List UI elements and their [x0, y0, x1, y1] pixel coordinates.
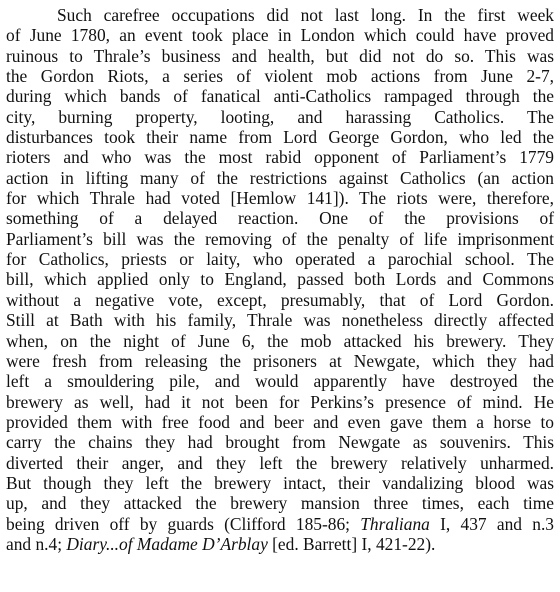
text-segment: without a negative vote, except, presumably, that of Lord Gordon. [6, 289, 554, 310]
text-line [6, 46, 554, 66]
text-line [6, 534, 554, 554]
text-line [6, 290, 554, 310]
text-segment: action in lifting many of the restrictions against Catholics (an action [6, 167, 554, 188]
text-segment: [ed. Barrett] I, 421-22). [267, 533, 436, 554]
text-line [6, 351, 554, 371]
text-line [6, 229, 554, 249]
text-segment: bill, which applied only to England, passed both Lords and Commons [6, 269, 554, 290]
body-paragraph [6, 5, 554, 554]
italic-title: Thraliana [360, 513, 430, 534]
text-segment: disturbances took their name from Lord George Gordon, who led the [6, 127, 554, 148]
text-segment: left a smouldering pile, and would apparently have destroyed the [6, 371, 554, 392]
text-segment: of June 1780, an event took place in London which could have proved [6, 25, 554, 46]
text-line [6, 453, 554, 473]
text-segment: brewery as well, had it not been for Perkins’s presence of mind. He [6, 391, 554, 412]
text-line [6, 392, 554, 412]
text-line [6, 86, 554, 106]
text-line [6, 127, 554, 147]
text-line [6, 412, 554, 432]
text-segment: for Catholics, priests or laity, who operated a parochial school. The [6, 249, 554, 270]
text-segment: up, and they attacked the brewery mansion three times, each time [6, 493, 554, 514]
text-line [6, 5, 554, 25]
text-line [6, 371, 554, 391]
text-line [6, 249, 554, 269]
text-segment: and n.4; [6, 533, 67, 554]
text-segment: being driven off by guards (Clifford 185-86; [6, 513, 361, 534]
text-segment: when, on the night of June 6, the mob attacked his brewery. They [6, 330, 554, 351]
text-segment: something of a delayed reaction. One of the provisions of [6, 208, 554, 229]
text-segment: ruinous to Thrale’s business and health, but did not do so. This was [6, 45, 554, 66]
text-segment: Still at Bath with his family, Thrale was nonetheless directly affected [6, 310, 554, 331]
text-segment: for which Thrale had voted [Hemlow 141]). The riots were, therefore, [6, 188, 554, 209]
text-segment: But though they left the brewery intact, their vandalizing blood was [6, 472, 554, 493]
text-line [6, 331, 554, 351]
text-segment: were fresh from releasing the prisoners at Newgate, which they had [6, 350, 554, 371]
text-line [6, 493, 554, 513]
italic-title: Diary...of Madame D’Arblay [66, 533, 268, 554]
text-segment: carry the chains they had brought from Newgate as souvenirs. This [6, 432, 554, 453]
text-line [6, 188, 554, 208]
text-line [6, 269, 554, 289]
text-segment: provided them with free food and beer and even gave them a horse to [6, 411, 554, 432]
text-segment: city, burning property, looting, and harassing Catholics. The [6, 106, 554, 127]
text-segment: during which bands of fanatical anti-Catholics rampaged through the [6, 86, 554, 107]
text-segment: Such carefree occupations did not last long. In the first week [57, 5, 554, 25]
text-line [6, 107, 554, 127]
text-line [6, 147, 554, 167]
text-line [6, 208, 554, 228]
text-line [6, 66, 554, 86]
text-segment: the Gordon Riots, a series of violent mob actions from June 2-7, [6, 66, 554, 87]
text-segment: I, 437 and n.3 [429, 513, 554, 534]
text-segment: diverted their anger, and they left the brewery relatively unharmed. [6, 452, 554, 473]
text-line [6, 25, 554, 45]
text-segment: Parliament’s bill was the removing of the penalty of life imprisonment [6, 228, 554, 249]
text-line [6, 310, 554, 330]
text-line [6, 432, 554, 452]
text-line [6, 168, 554, 188]
text-line [6, 514, 554, 534]
text-segment: rioters and who was the most rabid opponent of Parliament’s 1779 [6, 147, 554, 168]
text-line [6, 473, 554, 493]
